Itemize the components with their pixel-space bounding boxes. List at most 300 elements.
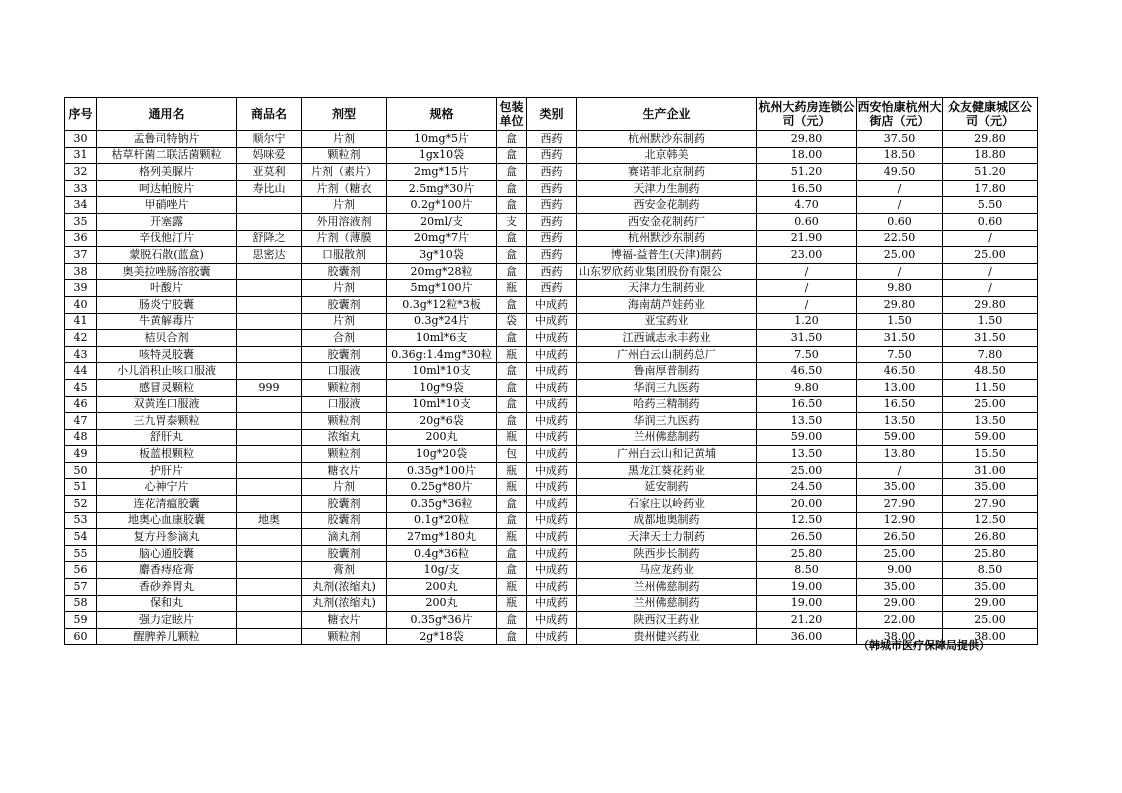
cell-price-zhongyou-health: 8.50 [943, 562, 1038, 579]
cell-category: 中成药 [527, 296, 577, 313]
cell-price-hangzhou-pharmacy: 24.50 [757, 479, 857, 496]
cell-index: 36 [65, 230, 97, 247]
cell-category: 西药 [527, 230, 577, 247]
cell-price-xian-yikang: 13.50 [857, 413, 943, 430]
header-brand-name: 商品名 [237, 98, 302, 131]
cell-generic-name: 护肝片 [97, 462, 237, 479]
cell-package-unit: 瓶 [497, 479, 527, 496]
cell-generic-name: 心神宁片 [97, 479, 237, 496]
cell-specification: 0.25g*80片 [387, 479, 497, 496]
cell-manufacturer: 华润三九医药 [577, 379, 757, 396]
cell-package-unit: 瓶 [497, 529, 527, 546]
cell-specification: 10mg*5片 [387, 131, 497, 148]
cell-category: 中成药 [527, 379, 577, 396]
cell-price-xian-yikang: 9.00 [857, 562, 943, 579]
cell-manufacturer: 赛诺菲北京制药 [577, 164, 757, 181]
cell-category: 中成药 [527, 579, 577, 596]
cell-index: 44 [65, 363, 97, 380]
cell-dosage-form: 片剂（薄膜 [302, 230, 387, 247]
cell-brand-name [237, 628, 302, 645]
cell-manufacturer: 马应龙药业 [577, 562, 757, 579]
header-index: 序号 [65, 98, 97, 131]
cell-price-zhongyou-health: 35.00 [943, 479, 1038, 496]
cell-category: 西药 [527, 147, 577, 164]
cell-generic-name: 甲硝唑片 [97, 197, 237, 214]
cell-dosage-form: 丸剂(浓缩丸) [302, 595, 387, 612]
cell-index: 48 [65, 429, 97, 446]
cell-specification: 3g*10袋 [387, 247, 497, 264]
cell-manufacturer: 北京韩美 [577, 147, 757, 164]
cell-dosage-form: 颗粒剂 [302, 147, 387, 164]
cell-brand-name [237, 446, 302, 463]
cell-dosage-form: 片剂 [302, 280, 387, 297]
cell-package-unit: 盒 [497, 296, 527, 313]
cell-price-xian-yikang: 49.50 [857, 164, 943, 181]
cell-package-unit: 盒 [497, 612, 527, 629]
cell-manufacturer: 陕西步长制药 [577, 545, 757, 562]
cell-manufacturer: 亚宝药业 [577, 313, 757, 330]
cell-specification: 0.2g*100片 [387, 197, 497, 214]
cell-manufacturer: 成都地奥制药 [577, 512, 757, 529]
cell-price-xian-yikang: 59.00 [857, 429, 943, 446]
cell-category: 中成药 [527, 628, 577, 645]
table-row [65, 147, 1038, 164]
table-row [65, 595, 1038, 612]
cell-price-xian-yikang: / [857, 197, 943, 214]
cell-package-unit: 瓶 [497, 280, 527, 297]
cell-manufacturer: 广州白云山制药总厂 [577, 346, 757, 363]
cell-manufacturer: 兰州佛慈制药 [577, 579, 757, 596]
cell-generic-name: 双黄连口服液 [97, 396, 237, 413]
cell-price-zhongyou-health: 29.80 [943, 131, 1038, 148]
cell-specification: 10ml*10支 [387, 396, 497, 413]
cell-price-xian-yikang: 38.00 [857, 628, 943, 645]
table-row [65, 379, 1038, 396]
cell-generic-name: 肠炎宁胶囊 [97, 296, 237, 313]
table-row [65, 280, 1038, 297]
cell-price-xian-yikang: 29.80 [857, 296, 943, 313]
cell-category: 中成药 [527, 330, 577, 347]
cell-price-hangzhou-pharmacy: 59.00 [757, 429, 857, 446]
cell-dosage-form: 胶囊剂 [302, 512, 387, 529]
cell-index: 51 [65, 479, 97, 496]
cell-price-xian-yikang: 1.50 [857, 313, 943, 330]
cell-price-zhongyou-health: 29.80 [943, 296, 1038, 313]
cell-price-zhongyou-health: 26.80 [943, 529, 1038, 546]
cell-package-unit: 盒 [497, 396, 527, 413]
table-row [65, 213, 1038, 230]
cell-package-unit: 盒 [497, 628, 527, 645]
cell-category: 西药 [527, 164, 577, 181]
cell-package-unit: 瓶 [497, 346, 527, 363]
cell-generic-name: 奥美拉唑肠溶胶囊 [97, 263, 237, 280]
cell-category: 西药 [527, 280, 577, 297]
cell-price-zhongyou-health: 38.00 [943, 628, 1038, 645]
cell-price-zhongyou-health: 25.00 [943, 612, 1038, 629]
cell-index: 35 [65, 213, 97, 230]
cell-specification: 10g*9袋 [387, 379, 497, 396]
cell-index: 55 [65, 545, 97, 562]
cell-price-hangzhou-pharmacy: 4.70 [757, 197, 857, 214]
cell-generic-name: 保和丸 [97, 595, 237, 612]
cell-specification: 2g*18袋 [387, 628, 497, 645]
cell-specification: 20g*6袋 [387, 413, 497, 430]
cell-index: 47 [65, 413, 97, 430]
table-row [65, 131, 1038, 148]
cell-generic-name: 复方丹参滴丸 [97, 529, 237, 546]
cell-brand-name [237, 496, 302, 513]
cell-price-hangzhou-pharmacy: / [757, 296, 857, 313]
cell-manufacturer: 天津力生制药 [577, 180, 757, 197]
cell-dosage-form: 滴丸剂 [302, 529, 387, 546]
cell-specification: 0.3g*12粒*3板 [387, 296, 497, 313]
cell-brand-name [237, 545, 302, 562]
cell-price-zhongyou-health: / [943, 280, 1038, 297]
cell-price-zhongyou-health: 7.80 [943, 346, 1038, 363]
cell-package-unit: 盒 [497, 164, 527, 181]
cell-generic-name: 蒙脱石散(蓝盒) [97, 247, 237, 264]
cell-package-unit: 盒 [497, 562, 527, 579]
cell-package-unit: 盒 [497, 363, 527, 380]
cell-manufacturer: 杭州默沙东制药 [577, 131, 757, 148]
cell-specification: 2.5mg*30片 [387, 180, 497, 197]
cell-category: 中成药 [527, 612, 577, 629]
cell-price-zhongyou-health: 29.00 [943, 595, 1038, 612]
cell-price-zhongyou-health: 51.20 [943, 164, 1038, 181]
cell-manufacturer: 兰州佛慈制药 [577, 595, 757, 612]
cell-price-hangzhou-pharmacy: 7.50 [757, 346, 857, 363]
cell-price-zhongyou-health: 18.80 [943, 147, 1038, 164]
cell-dosage-form: 口服液 [302, 396, 387, 413]
cell-price-zhongyou-health: / [943, 263, 1038, 280]
cell-price-hangzhou-pharmacy: 13.50 [757, 413, 857, 430]
cell-price-zhongyou-health: / [943, 230, 1038, 247]
cell-price-zhongyou-health: 27.90 [943, 496, 1038, 513]
table-row [65, 263, 1038, 280]
cell-price-xian-yikang: 0.60 [857, 213, 943, 230]
cell-price-hangzhou-pharmacy: 8.50 [757, 562, 857, 579]
cell-price-xian-yikang: 35.00 [857, 579, 943, 596]
cell-price-zhongyou-health: 11.50 [943, 379, 1038, 396]
cell-brand-name [237, 612, 302, 629]
cell-package-unit: 盒 [497, 197, 527, 214]
cell-generic-name: 小儿消积止咳口服液 [97, 363, 237, 380]
cell-price-hangzhou-pharmacy: 9.80 [757, 379, 857, 396]
cell-index: 54 [65, 529, 97, 546]
cell-index: 37 [65, 247, 97, 264]
cell-dosage-form: 片剂（素片） [302, 164, 387, 181]
cell-package-unit: 盒 [497, 247, 527, 264]
cell-dosage-form: 片剂 [302, 479, 387, 496]
cell-specification: 0.1g*20粒 [387, 512, 497, 529]
cell-category: 西药 [527, 247, 577, 264]
table-row [65, 330, 1038, 347]
cell-dosage-form: 颗粒剂 [302, 413, 387, 430]
cell-brand-name: 思密达 [237, 247, 302, 264]
cell-specification: 0.35g*100片 [387, 462, 497, 479]
cell-index: 32 [65, 164, 97, 181]
cell-category: 中成药 [527, 462, 577, 479]
table-row [65, 296, 1038, 313]
cell-manufacturer: 哈药三精制药 [577, 396, 757, 413]
cell-index: 31 [65, 147, 97, 164]
cell-generic-name: 地奥心血康胶囊 [97, 512, 237, 529]
cell-index: 49 [65, 446, 97, 463]
header-manufacturer: 生产企业 [577, 98, 757, 131]
cell-manufacturer: 西安金花制药厂 [577, 213, 757, 230]
cell-package-unit: 瓶 [497, 595, 527, 612]
price-table [64, 97, 1038, 645]
cell-price-zhongyou-health: 15.50 [943, 446, 1038, 463]
cell-specification: 10ml*6支 [387, 330, 497, 347]
table-row [65, 346, 1038, 363]
header-package-unit: 包装单位 [497, 98, 527, 131]
cell-price-hangzhou-pharmacy: 19.00 [757, 579, 857, 596]
cell-dosage-form: 膏剂 [302, 562, 387, 579]
cell-generic-name: 开塞露 [97, 213, 237, 230]
cell-generic-name: 醒脾养儿颗粒 [97, 628, 237, 645]
cell-package-unit: 支 [497, 213, 527, 230]
cell-generic-name: 强力定眩片 [97, 612, 237, 629]
cell-dosage-form: 胶囊剂 [302, 346, 387, 363]
cell-package-unit: 瓶 [497, 429, 527, 446]
cell-manufacturer: 鲁南厚普制药 [577, 363, 757, 380]
cell-price-hangzhou-pharmacy: / [757, 263, 857, 280]
cell-price-hangzhou-pharmacy: 20.00 [757, 496, 857, 513]
cell-package-unit: 盒 [497, 413, 527, 430]
cell-category: 中成药 [527, 595, 577, 612]
cell-index: 30 [65, 131, 97, 148]
cell-specification: 27mg*180丸 [387, 529, 497, 546]
cell-category: 中成药 [527, 545, 577, 562]
cell-brand-name [237, 529, 302, 546]
cell-price-hangzhou-pharmacy: 21.20 [757, 612, 857, 629]
cell-price-hangzhou-pharmacy: 1.20 [757, 313, 857, 330]
cell-price-hangzhou-pharmacy: 46.50 [757, 363, 857, 380]
cell-brand-name [237, 330, 302, 347]
cell-specification: 200丸 [387, 429, 497, 446]
cell-specification: 0.35g*36片 [387, 612, 497, 629]
cell-index: 53 [65, 512, 97, 529]
cell-specification: 10g*20袋 [387, 446, 497, 463]
cell-index: 59 [65, 612, 97, 629]
cell-brand-name [237, 396, 302, 413]
cell-package-unit: 包 [497, 446, 527, 463]
cell-dosage-form: 糖衣片 [302, 462, 387, 479]
cell-specification: 0.3g*24片 [387, 313, 497, 330]
cell-price-xian-yikang: / [857, 462, 943, 479]
cell-dosage-form: 胶囊剂 [302, 545, 387, 562]
cell-price-hangzhou-pharmacy: 29.80 [757, 131, 857, 148]
cell-price-xian-yikang: 46.50 [857, 363, 943, 380]
table-row [65, 164, 1038, 181]
cell-price-hangzhou-pharmacy: 36.00 [757, 628, 857, 645]
cell-price-xian-yikang: 22.50 [857, 230, 943, 247]
cell-brand-name [237, 595, 302, 612]
table-row [65, 446, 1038, 463]
cell-generic-name: 麝香痔疮膏 [97, 562, 237, 579]
cell-brand-name: 地奥 [237, 512, 302, 529]
cell-price-hangzhou-pharmacy: / [757, 280, 857, 297]
cell-price-zhongyou-health: 25.00 [943, 247, 1038, 264]
cell-price-xian-yikang: 9.80 [857, 280, 943, 297]
cell-dosage-form: 糖衣片 [302, 612, 387, 629]
table-row [65, 496, 1038, 513]
cell-category: 中成药 [527, 346, 577, 363]
cell-generic-name: 叶酸片 [97, 280, 237, 297]
cell-brand-name [237, 213, 302, 230]
cell-generic-name: 辛伐他汀片 [97, 230, 237, 247]
cell-manufacturer: 江西诚志永丰药业 [577, 330, 757, 347]
cell-index: 60 [65, 628, 97, 645]
cell-category: 中成药 [527, 363, 577, 380]
cell-manufacturer: 华润三九医药 [577, 413, 757, 430]
cell-package-unit: 盒 [497, 496, 527, 513]
cell-generic-name: 牛黄解毒片 [97, 313, 237, 330]
cell-manufacturer: 兰州佛慈制药 [577, 429, 757, 446]
cell-package-unit: 盒 [497, 131, 527, 148]
cell-index: 58 [65, 595, 97, 612]
cell-index: 50 [65, 462, 97, 479]
cell-generic-name: 香砂养胃丸 [97, 579, 237, 596]
cell-price-zhongyou-health: 31.50 [943, 330, 1038, 347]
table-row [65, 462, 1038, 479]
cell-brand-name [237, 429, 302, 446]
cell-index: 33 [65, 180, 97, 197]
cell-category: 西药 [527, 213, 577, 230]
cell-specification: 20ml/支 [387, 213, 497, 230]
table-row [65, 429, 1038, 446]
cell-dosage-form: 胶囊剂 [302, 496, 387, 513]
cell-brand-name: 寿比山 [237, 180, 302, 197]
header-specification: 规格 [387, 98, 497, 131]
cell-brand-name [237, 479, 302, 496]
cell-price-hangzhou-pharmacy: 25.00 [757, 462, 857, 479]
cell-category: 中成药 [527, 479, 577, 496]
table-row [65, 363, 1038, 380]
cell-price-xian-yikang: 13.00 [857, 379, 943, 396]
cell-manufacturer: 陕西汉王药业 [577, 612, 757, 629]
cell-price-zhongyou-health: 5.50 [943, 197, 1038, 214]
cell-specification: 0.35g*36粒 [387, 496, 497, 513]
cell-specification: 0.4g*36粒 [387, 545, 497, 562]
cell-price-hangzhou-pharmacy: 16.50 [757, 396, 857, 413]
table-row [65, 180, 1038, 197]
cell-index: 45 [65, 379, 97, 396]
cell-brand-name: 亚莫利 [237, 164, 302, 181]
cell-manufacturer: 黑龙江葵花药业 [577, 462, 757, 479]
cell-dosage-form: 口服散剂 [302, 247, 387, 264]
cell-price-xian-yikang: 37.50 [857, 131, 943, 148]
cell-dosage-form: 片剂（糖衣 [302, 180, 387, 197]
cell-manufacturer: 博福-益普生(天津)制药 [577, 247, 757, 264]
table-row [65, 612, 1038, 629]
cell-price-hangzhou-pharmacy: 13.50 [757, 446, 857, 463]
cell-generic-name: 咳特灵胶囊 [97, 346, 237, 363]
cell-category: 中成药 [527, 413, 577, 430]
cell-specification: 2mg*15片 [387, 164, 497, 181]
cell-package-unit: 盒 [497, 147, 527, 164]
cell-price-zhongyou-health: 0.60 [943, 213, 1038, 230]
cell-price-hangzhou-pharmacy: 25.80 [757, 545, 857, 562]
cell-generic-name: 连花清瘟胶囊 [97, 496, 237, 513]
cell-brand-name [237, 462, 302, 479]
header-price-hangzhou-pharmacy: 杭州大药房连锁公司（元） [757, 98, 857, 131]
cell-price-xian-yikang: 16.50 [857, 396, 943, 413]
cell-price-xian-yikang: 18.50 [857, 147, 943, 164]
cell-dosage-form: 片剂 [302, 313, 387, 330]
header-dosage-form: 剂型 [302, 98, 387, 131]
table-row [65, 247, 1038, 264]
header-price-xian-yikang: 西安怡康杭州大街店（元） [857, 98, 943, 131]
table-row [65, 230, 1038, 247]
cell-price-hangzhou-pharmacy: 19.00 [757, 595, 857, 612]
cell-package-unit: 盒 [497, 545, 527, 562]
cell-index: 46 [65, 396, 97, 413]
cell-specification: 200丸 [387, 595, 497, 612]
cell-price-zhongyou-health: 48.50 [943, 363, 1038, 380]
cell-category: 西药 [527, 180, 577, 197]
cell-category: 中成药 [527, 562, 577, 579]
cell-price-zhongyou-health: 13.50 [943, 413, 1038, 430]
table-row [65, 396, 1038, 413]
cell-specification: 20mg*7片 [387, 230, 497, 247]
cell-dosage-form: 外用溶液剂 [302, 213, 387, 230]
cell-index: 52 [65, 496, 97, 513]
table-row [65, 479, 1038, 496]
cell-generic-name: 呵达帕胺片 [97, 180, 237, 197]
cell-price-xian-yikang: 27.90 [857, 496, 943, 513]
cell-package-unit: 袋 [497, 313, 527, 330]
cell-generic-name: 桔贝合剂 [97, 330, 237, 347]
cell-price-zhongyou-health: 59.00 [943, 429, 1038, 446]
cell-price-hangzhou-pharmacy: 16.50 [757, 180, 857, 197]
cell-dosage-form: 颗粒剂 [302, 628, 387, 645]
table-row [65, 529, 1038, 546]
cell-price-xian-yikang: 26.50 [857, 529, 943, 546]
cell-index: 40 [65, 296, 97, 313]
cell-index: 57 [65, 579, 97, 596]
cell-price-xian-yikang: 12.90 [857, 512, 943, 529]
cell-manufacturer: 天津天士力制药 [577, 529, 757, 546]
cell-index: 39 [65, 280, 97, 297]
cell-brand-name [237, 562, 302, 579]
source-footnote: （韩城市医疗保障局提供） [858, 639, 990, 652]
cell-manufacturer: 山东罗欣药业集团股份有限公 [577, 263, 757, 280]
table-row [65, 197, 1038, 214]
cell-brand-name: 999 [237, 379, 302, 396]
cell-package-unit: 盒 [497, 230, 527, 247]
cell-price-hangzhou-pharmacy: 51.20 [757, 164, 857, 181]
cell-brand-name [237, 313, 302, 330]
cell-price-hangzhou-pharmacy: 0.60 [757, 213, 857, 230]
cell-generic-name: 舒肝丸 [97, 429, 237, 446]
cell-price-xian-yikang: 25.00 [857, 247, 943, 264]
cell-category: 中成药 [527, 313, 577, 330]
cell-category: 西药 [527, 197, 577, 214]
cell-index: 42 [65, 330, 97, 347]
cell-manufacturer: 海南葫芦娃药业 [577, 296, 757, 313]
cell-brand-name [237, 263, 302, 280]
cell-manufacturer: 贵州健兴药业 [577, 628, 757, 645]
cell-price-xian-yikang: 13.80 [857, 446, 943, 463]
table-row [65, 313, 1038, 330]
cell-manufacturer: 广州白云山和记黄埔 [577, 446, 757, 463]
cell-package-unit: 盒 [497, 180, 527, 197]
cell-brand-name [237, 579, 302, 596]
cell-price-zhongyou-health: 31.00 [943, 462, 1038, 479]
cell-specification: 10ml*10支 [387, 363, 497, 380]
